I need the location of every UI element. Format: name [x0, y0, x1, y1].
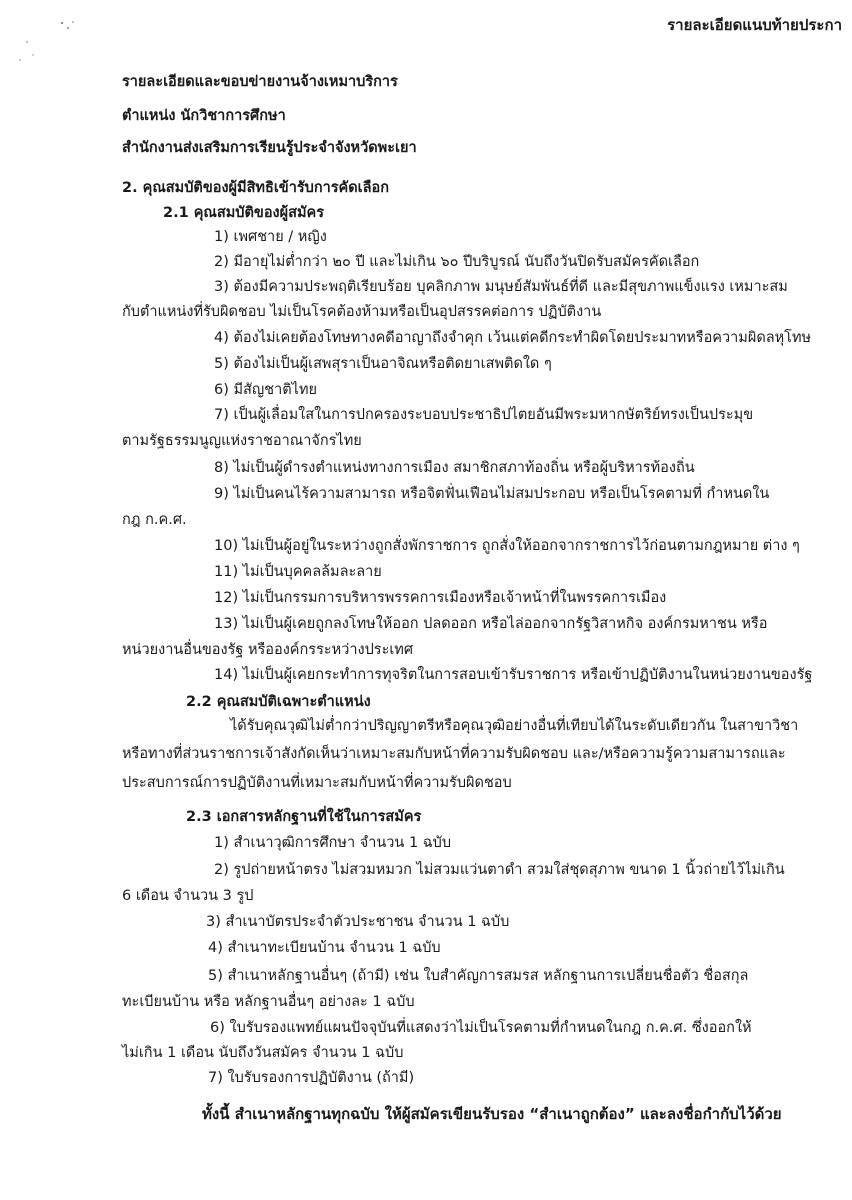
document-list-line: 6) ใบรับรองแพทย์แผนปัจจุบันที่แสดงว่าไม่เป็นโรคตามที่กำหนดในกฎ ก.ค.ศ. ซึ่งออกให้ — [210, 1020, 752, 1036]
section-2-3-heading: 2.3 เอกสารหลักฐานที่ใช้ในการสมัคร — [186, 809, 422, 825]
qualification-line: 4) ต้องไม่เคยต้องโทษทางคดีอาญาถึงจำคุก เว้นแต่คดีกระทำผิดโดยประมาทหรือความผิดลหุโทษ — [214, 330, 812, 346]
qualification-line: 11) ไม่เป็นบุคคลล้มละลาย — [214, 564, 382, 580]
qualification-line: 7) เป็นผู้เลื่อมใสในการปกครองระบอบประชาธิปไตยอันมีพระมหากษัตริย์ทรงเป็นประมุข — [214, 407, 754, 423]
document-list-line: ไม่เกิน 1 เดือน นับถึงวันสมัคร จำนวน 1 ฉบับ — [122, 1045, 404, 1061]
section-2-1-heading: 2.1 คุณสมบัติของผู้สมัคร — [163, 205, 325, 221]
qualification-line: 10) ไม่เป็นผู้อยู่ในระหว่างถูกสั่งพักราชการ ถูกสั่งให้ออกจากราชการไว้ก่อนตามกฎหมาย ต่าง ๆ — [214, 538, 800, 554]
qualification-line: 1) เพศชาย / หญิง — [214, 229, 327, 245]
scan-specks — [0, 0, 120, 80]
document-list-line: 7) ใบรับรองการปฏิบัติงาน (ถ้ามี) — [208, 1070, 415, 1086]
qualification-line: 12) ไม่เป็นกรรมการบริหารพรรคการเมืองหรือเจ้าหน้าที่ในพรรคการเมือง — [214, 590, 667, 606]
qualification-line: กับตำแหน่งที่รับผิดชอบ ไม่เป็นโรคต้องห้ามหรือเป็นอุปสรรคต่อการ ปฏิบัติงาน — [122, 304, 602, 320]
qualification-line: 14) ไม่เป็นผู้เคยกระทำการทุจริตในการสอบเข้ารับราชการ หรือเข้าปฏิบัติงานในหน่วยงานของรัฐ — [214, 667, 813, 683]
section-2-2-heading: 2.2 คุณสมบัติเฉพาะตำแหน่ง — [186, 694, 371, 710]
position-requirement-line: หรือทางที่ส่วนราชการเจ้าสังกัดเห็นว่าเหมาะสมกับหน้าที่ความรับผิดชอบ และ/หรือความรู้ความสามารถและ — [122, 746, 786, 762]
document-list-line: 5) สำเนาหลักฐานอื่นๆ (ถ้ามี) เช่น ใบสำคัญการสมรส หลักฐานการเปลี่ยนชื่อตัว ชื่อสกุล — [208, 968, 749, 984]
qualification-line: 13) ไม่เป็นผู้เคยถูกลงโทษให้ออก ปลดออก หรือไล่ออกจากรัฐวิสาหกิจ องค์กรมหาชน หรือ — [214, 616, 768, 632]
qualification-line: ตามรัฐธรรมนูญแห่งราชอาณาจักรไทย — [122, 433, 362, 449]
title-line-position: ตำแหน่ง นักวิชาการศึกษา — [122, 108, 286, 124]
qualification-line: 6) มีสัญชาติไทย — [214, 382, 318, 398]
document-list-line: 4) สำเนาทะเบียนบ้าน จำนวน 1 ฉบับ — [208, 940, 441, 956]
title-line-office: สำนักงานส่งเสริมการเรียนรู้ประจำจังหวัดพะเยา — [122, 140, 417, 156]
qualification-line: 5) ต้องไม่เป็นผู้เสพสุราเป็นอาจิณหรือติดยาเสพติดใด ๆ — [214, 356, 552, 372]
section-2-heading: 2. คุณสมบัติของผู้มีสิทธิเข้ารับการคัดเลือก — [122, 180, 389, 196]
position-requirement-line: ประสบการณ์การปฏิบัติงานที่เหมาะสมกับหน้าที่ความรับผิดชอบ — [122, 775, 512, 791]
document-list-line: 2) รูปถ่ายหน้าตรง ไม่สวมหมวก ไม่สวมแว่นตาดำ สวมใส่ชุดสุภาพ ขนาด 1 นิ้วถ่ายไว้ไม่เกิน — [214, 862, 785, 878]
document-list-line: 6 เดือน จำนวน 3 รูป — [122, 888, 254, 904]
qualification-line: 3) ต้องมีความประพฤติเรียบร้อย บุคลิกภาพ มนุษย์สัมพันธ์ที่ดี และมีสุขภาพแข็งแรง เหมาะสม — [214, 279, 788, 295]
qualification-line: กฎ ก.ค.ศ. — [122, 512, 187, 528]
document-list-line: 1) สำเนาวุฒิการศึกษา จำนวน 1 ฉบับ — [214, 835, 452, 851]
document-list-line: 3) สำเนาบัตรประจำตัวประชาชน จำนวน 1 ฉบับ — [206, 914, 510, 930]
qualification-line: 9) ไม่เป็นคนไร้ความสามารถ หรือจิตฟั่นเฟือนไม่สมประกอบ หรือเป็นโรคตามที่ กำหนดใน — [214, 486, 770, 502]
attachment-header-note: รายละเอียดแนบท้ายประกา — [667, 16, 842, 34]
document-list-line: ทะเบียนบ้าน หรือ หลักฐานอื่นๆ อย่างละ 1 ฉบับ — [122, 994, 415, 1010]
qualification-line: หน่วยงานอื่นของรัฐ หรือองค์กรระหว่างประเทศ — [122, 642, 414, 658]
qualification-line: 8) ไม่เป็นผู้ดำรงตำแหน่งทางการเมือง สมาชิกสภาท้องถิ่น หรือผู้บริหารท้องถิ่น — [214, 460, 695, 476]
certification-note: ทั้งนี้ สำเนาหลักฐานทุกฉบับ ให้ผู้สมัครเขียนรับรอง “สำเนาถูกต้อง” และลงชื่อกำกับไว้ด้วย — [202, 1105, 782, 1123]
qualification-line: 2) มีอายุไม่ต่ำกว่า ๒๐ ปี และไม่เกิน ๖๐ ปีบริบูรณ์ นับถึงวันปิดรับสมัครคัดเลือก — [214, 254, 700, 270]
position-requirement-line: ได้รับคุณวุฒิไม่ต่ำกว่าปริญญาตรีหรือคุณวุฒิอย่างอื่นที่เทียบได้ในระดับเดียวกัน ในสาขาวิชา — [230, 718, 799, 734]
title-line-job-scope: รายละเอียดและขอบข่ายงานจ้างเหมาบริการ — [122, 74, 398, 90]
